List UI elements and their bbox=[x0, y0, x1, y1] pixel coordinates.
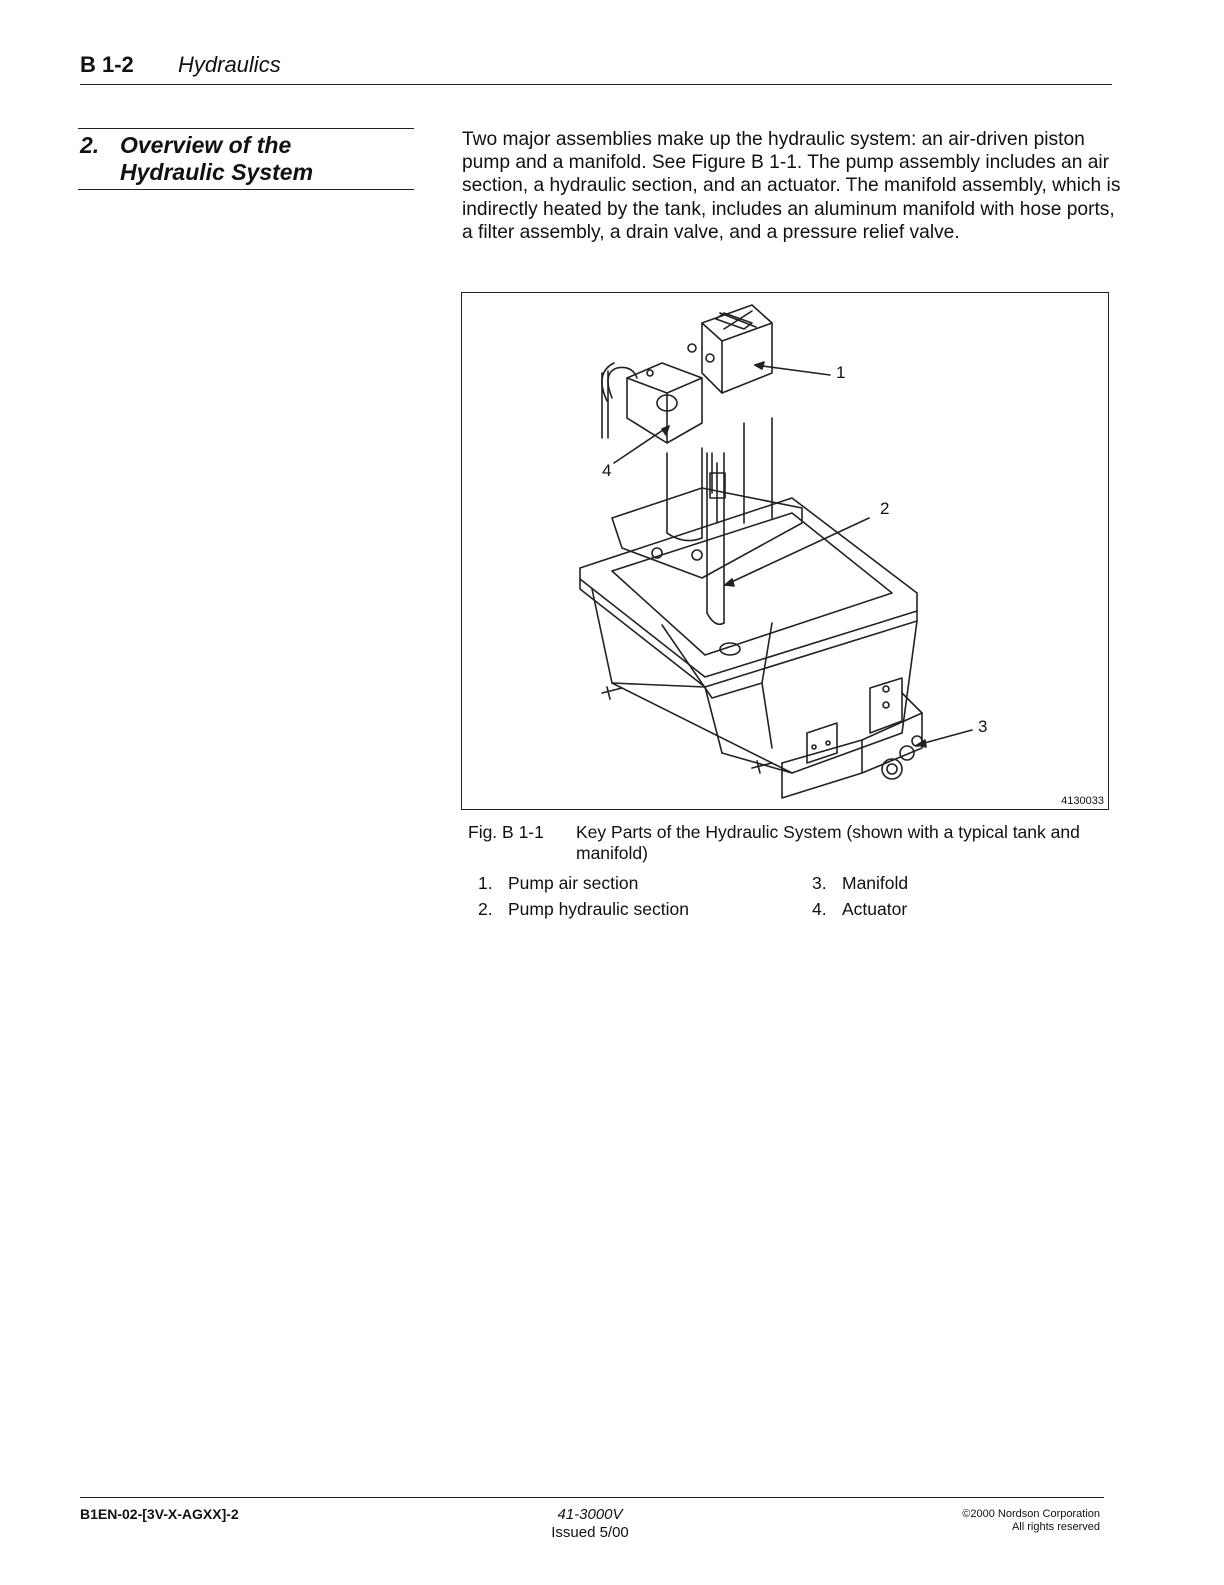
legend-num: 1. bbox=[478, 873, 493, 893]
legend-item bbox=[812, 899, 907, 923]
legend-num: 4. bbox=[812, 899, 827, 919]
legend-text: Manifold bbox=[842, 873, 909, 893]
legend-item bbox=[478, 873, 638, 897]
page-footer bbox=[80, 1497, 1104, 1548]
page-code: B 1-2 bbox=[80, 52, 134, 77]
section-number: 2. bbox=[80, 132, 100, 158]
legend-item bbox=[478, 899, 689, 923]
copyright bbox=[962, 1508, 1100, 1534]
intro-paragraph: Two major assemblies make up the hydraulic system: an air-driven piston pump and a manifold. See Figure B 1-1. The pump assembly includes an air section, a hydraulic section, and an actuator. The manifold assembly, which is indirectly heated by the tank, includes an aluminum manifold with hose ports, a filter assembly, a drain valve, and a pressure relief valve. bbox=[462, 129, 1121, 243]
figure-id: 4130033 bbox=[1061, 795, 1104, 807]
legend-text: Pump hydraulic section bbox=[508, 899, 689, 919]
callout-1: 1 bbox=[836, 363, 846, 382]
callout-3: 3 bbox=[978, 717, 988, 736]
callout-2: 2 bbox=[880, 499, 890, 518]
figure-frame bbox=[461, 292, 1109, 810]
caption-text: Key Parts of the Hydraulic System (shown with a typical tank and manifold) bbox=[576, 822, 1080, 863]
section-title-line2: Hydraulic System bbox=[120, 159, 314, 185]
hydraulic-system-illustration bbox=[462, 293, 1108, 809]
legend-num: 3. bbox=[812, 873, 827, 893]
chapter-title: Hydraulics bbox=[178, 52, 281, 77]
page-header bbox=[80, 50, 1112, 85]
caption-label: Fig. B 1-1 bbox=[468, 822, 544, 842]
legend-num: 2. bbox=[478, 899, 493, 919]
part-info bbox=[550, 1506, 630, 1542]
legend-text: Actuator bbox=[842, 899, 908, 919]
section-title bbox=[120, 132, 313, 186]
legend-item bbox=[812, 873, 908, 897]
callout-4: 4 bbox=[602, 461, 612, 480]
rights-line: All rights reserved bbox=[1011, 1521, 1100, 1533]
doc-code: B1EN-02-[3V-X-AGXX]-2 bbox=[80, 1506, 239, 1522]
legend-text: Pump air section bbox=[508, 873, 639, 893]
copyright-line: ©2000 Nordson Corporation bbox=[962, 1508, 1100, 1520]
issued-date: Issued 5/00 bbox=[551, 1524, 629, 1541]
part-number: 41-3000V bbox=[557, 1506, 623, 1523]
section-title-line1: Overview of the bbox=[120, 132, 292, 158]
section-heading bbox=[78, 128, 414, 190]
